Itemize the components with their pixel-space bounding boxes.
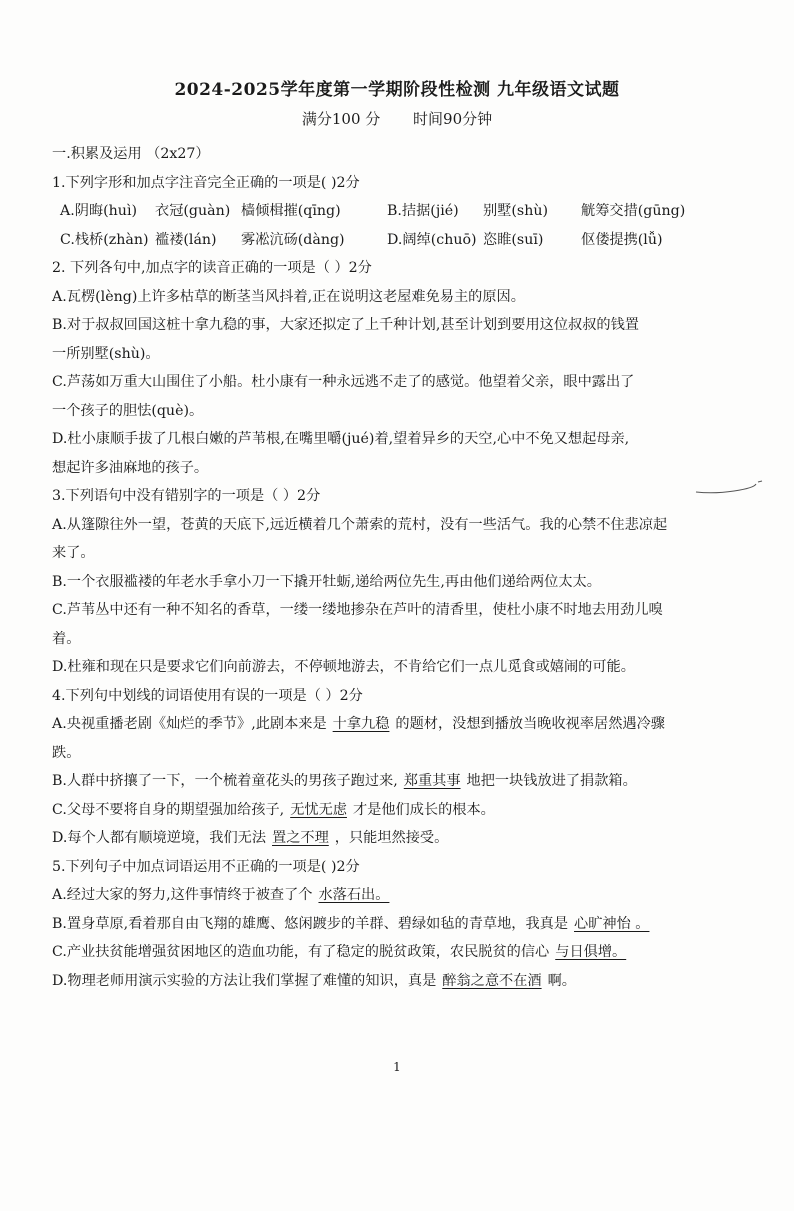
q5-a-underlined-phrase: 水落石出。 [318,887,390,903]
q4-option-d [52,824,752,853]
question-2-stem: 2. 下列各句中,加点字的读音正确的一项是（ ）2分 [52,260,372,276]
q4-c-text-before: C.父母不要将自身的期望强加给孩子, [52,801,285,818]
q3-option-a: A.从篷隙往外一望，苍黄的天底下,远近横着几个萧索的荒村，没有一些活气。我的心禁不住悲凉起 [52,516,668,533]
q1-option-d-word-2: 恣睢(suī) [483,231,544,248]
q4-b-text-before: B.人群中挤攘了一下，一个梳着童花头的男孩子跑过来, [52,773,398,789]
q2-option-b-cont: 一所别墅(shù)。 [52,345,160,362]
q4-d-text-before: D.每个人都有顺境逆境，我们无法 [52,830,267,846]
q2-option-c-cont: 一个孩子的胆怯(què)。 [52,402,204,419]
q5-c-underlined-phrase: 与日俱增。 [555,944,627,960]
q4-a-text-after: 的题材，没想到播放当晚收视率居然遇冷骤 [395,716,665,732]
q2-option-b: B.对于叔叔回国这桩十拿九稳的事，大家还拟定了上千种计划,甚至计划到要用这位叔叔的钱置 [52,317,639,333]
q4-d-underlined-phrase: 置之不理 [272,830,329,846]
q1-option-b-word-1: B.拮据(jié) [387,203,459,219]
question-5-stem: 5.下列句子中加点词语运用不正确的一项是( )2分 [52,858,360,875]
q1-option-b-word-3: 觥筹交措(gūng) [581,203,686,219]
q1-option-c-word-1: C.栈桥(zhàn) [60,231,149,248]
question-4-stem: 4.下列句中划线的词语使用有误的一项是（ ）2分 [52,687,363,704]
q5-option-a [52,881,752,910]
q1-option-d-word-1: D.阔绰(chuō) [387,231,477,248]
section-heading: 一.积累及运用 （2x27） [52,146,210,162]
question-1-options-row-1 [52,197,752,226]
q4-option-b [52,767,752,796]
q5-d-underlined-phrase: 醉翁之意不在酒 [442,972,542,989]
exam-meta [0,108,794,129]
q4-a-text-before: A.央视重播老剧《灿烂的季节》,此剧本来是 [52,716,327,732]
q1-option-c-word-2: 褴褛(lán) [155,231,217,248]
q4-option-c [52,796,752,825]
full-score: 满分100 分 [301,110,381,128]
page-number: 1 [393,1060,401,1074]
exam-title: 2024-2025学年度第一学期阶段性检测 九年级语文试题 [174,80,620,100]
q4-c-underlined-phrase: 无忧无虑 [290,801,347,818]
q3-option-c: C.芦苇丛中还有一种不知名的香草，一缕一缕地掺杂在芦叶的清香里，使杜小康不时地去用劲儿嗅 [52,602,663,618]
q5-option-b [52,910,752,939]
q5-d-text-before: D.物理老师用演示实验的方法让我们掌握了难懂的知识，真是 [52,972,437,989]
question-1-stem: 1.下列字形和加点字注音完全正确的一项是( )2分 [52,174,360,191]
q5-b-text-before: B.置身草原,看着那自由飞翔的雄鹰、悠闲踱步的羊群、碧绿如毡的青草地，我真是 [52,915,569,932]
q4-b-text-after: 地把一块钱放进了捐款箱。 [466,773,637,789]
q1-option-d-word-3: 伛偻提携(lǚ) [581,231,663,248]
q5-b-underlined-phrase: 心旷神怡 。 [574,915,650,932]
q4-d-text-after: ，只能坦然接受。 [334,830,449,846]
q4-a-underlined-phrase: 十拿九稳 [332,716,390,732]
q3-option-b: B.一个衣服褴褛的年老水手拿小刀一下撬开牡蛎,递给两位先生,再由他们递给两位太太。 [52,573,601,590]
q5-option-c [52,938,752,967]
q2-option-d-cont: 想起许多油麻地的孩子。 [52,459,209,476]
q5-c-text-before: C.产业扶贫能增强贫困地区的造血功能，有了稳定的脱贫政策，农民脱贫的信心 [52,944,550,960]
pen-scribble-mark [694,478,764,500]
q1-option-a-word-3: 樯倾楫摧(qīng) [241,203,341,219]
q4-c-text-after: 才是他们成长的根本。 [352,801,495,818]
q3-option-a-cont: 来了。 [52,545,95,561]
q3-option-d: D.杜雍和现在只是要求它们向前游去，不停顿地游去，不肯给它们一点儿觅食或嬉闹的可能。 [52,659,635,675]
q4-option-a-cont: 跌。 [52,744,81,761]
q5-option-d [52,967,752,996]
question-1-options-row-2 [52,226,752,255]
q2-option-d: D.杜小康顺手拔了几根白嫩的芦苇根,在嘴里嚼(jué)着,望着异乡的天空,心中不免又想起母亲, [52,431,630,447]
q1-option-c-word-3: 雾凇沆砀(dàng) [241,231,345,248]
q5-a-text-before: A.经过大家的努力,这件事情终于被查了个 [52,887,313,903]
q1-option-b-word-2: 别墅(shù) [483,203,549,219]
q5-d-text-after: 啊。 [547,972,576,989]
q2-option-a: A.瓦楞(lèng)上许多枯草的断茎当风抖着,正在说明这老屋难免易主的原因。 [52,288,525,305]
q4-b-underlined-phrase: 郑重其事 [403,773,461,789]
time-limit: 时间90分钟 [413,110,493,128]
q3-option-c-cont: 着。 [52,630,81,647]
exam-content [52,140,752,995]
q1-option-a-word-2: 衣冠(guàn) [155,203,231,219]
q4-option-a [52,710,752,739]
q1-option-a-word-1: A.阴晦(huì) [60,203,138,219]
question-3-stem: 3.下列语句中没有错别字的一项是（ ）2分 [52,488,321,504]
q2-option-c: C.芦荡如万重大山围住了小船。杜小康有一种永远逃不走了的感觉。他望着父亲，眼中露出了 [52,374,635,390]
